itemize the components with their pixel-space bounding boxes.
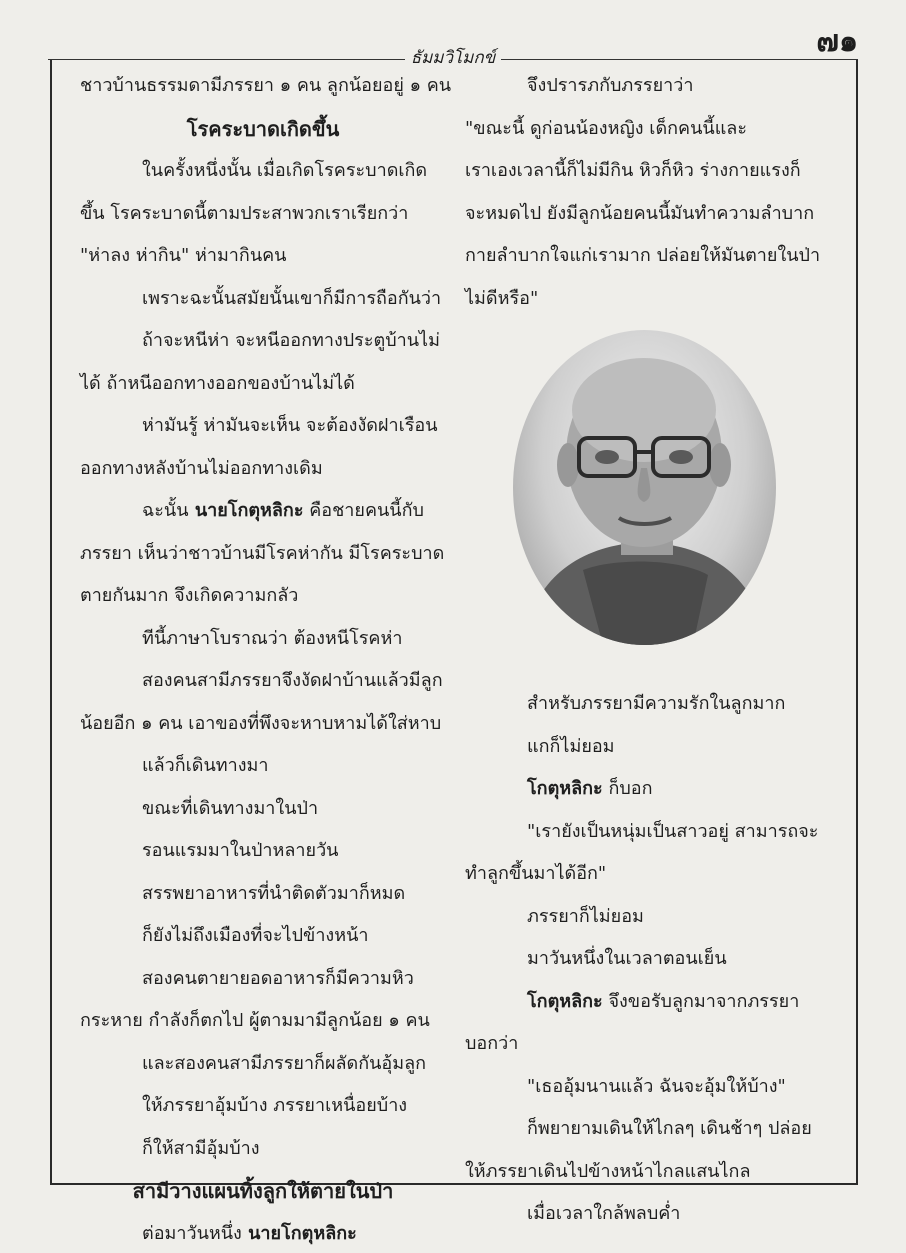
monk-portrait-photo	[513, 330, 776, 645]
text-line	[527, 773, 652, 802]
line-text: บอกว่า	[465, 1033, 519, 1054]
character-name: นายโกตุหลิกะ	[188, 500, 304, 521]
text-line	[465, 283, 538, 312]
line-text: ต่อมาวันหนึ่ง	[142, 1222, 242, 1244]
text-line	[142, 325, 440, 354]
text-line	[80, 70, 451, 99]
line-text: ชาวบ้านธรรมดามีภรรยา ๑ คน ลูกน้อยอยู่ ๑ คน	[80, 75, 452, 96]
text-line	[80, 708, 441, 737]
line-text: น้อยอีก ๑ คน เอาของที่พึงจะหาบหามได้ใส่หาบ	[80, 712, 442, 734]
text-line	[142, 793, 318, 822]
line-text: ไม่ดีหรือ"	[465, 287, 539, 309]
line-text: มาวันหนึ่งในเวลาตอนเย็น	[527, 948, 727, 969]
text-line	[142, 665, 443, 694]
line-text: ให้ภรรยาอุ้มบ้าง ภรรยาเหนื่อยบ้าง	[142, 1095, 408, 1116]
line-text: เพราะฉะนั้นสมัยนั้นเขาก็มีการถือกันว่า	[142, 287, 442, 309]
page-number: ๗๑	[816, 24, 858, 59]
line-text: ได้ ถ้าหนีออกทางออกของบ้านไม่ได้	[80, 372, 355, 394]
text-line	[142, 920, 369, 949]
line-text: "เธออุ้มนานแล้ว ฉันจะอุ้มให้บ้าง"	[527, 1075, 786, 1097]
portrait-illustration	[513, 330, 776, 645]
line-text: แกก็ไม่ยอม	[527, 735, 615, 757]
text-line	[142, 410, 438, 439]
text-line	[80, 240, 286, 269]
text-line	[80, 453, 323, 482]
line-text-rest: ก็บอก	[602, 778, 653, 799]
text-line	[465, 113, 747, 142]
text-line	[142, 495, 424, 524]
character-name: โกตุหลิกะ	[527, 778, 603, 799]
line-text: จะหมดไป ยังมีลูกน้อยคนนี้มันทำความลำบาก	[465, 202, 815, 224]
line-text: สรรพยาอาหารที่นำติดตัวมาก็หมด	[142, 882, 406, 904]
text-line	[465, 1028, 518, 1057]
text-line	[142, 623, 402, 652]
line-text: สองคนตายายอดอาหารก็มีความหิว	[142, 967, 414, 989]
section-heading: โรคระบาดเกิดขึ้น	[186, 116, 340, 141]
text-line	[527, 901, 644, 930]
text-line	[465, 155, 801, 184]
text-line	[142, 1218, 357, 1247]
line-text: ก็ยังไม่ถึงเมืองที่จะไปข้างหน้า	[142, 925, 369, 946]
text-line	[142, 750, 269, 779]
line-text: รอนแรมมาในป่าหลายวัน	[142, 840, 339, 861]
line-text: ให้ภรรยาเดินไปข้างหน้าไกลแสนไกล	[465, 1160, 751, 1182]
character-name: นายโกตุหลิกะ	[241, 1222, 357, 1244]
text-line	[142, 1133, 260, 1162]
line-text-rest: จึงขอรับลูกมาจากภรรยา	[602, 990, 800, 1012]
line-text: สองคนสามีภรรยาจึงงัดฝาบ้านแล้วมีลูก	[142, 670, 443, 691]
text-line	[465, 1156, 750, 1185]
text-line	[527, 1198, 680, 1227]
text-line	[527, 986, 799, 1015]
text-line	[527, 816, 818, 845]
text-line	[527, 1113, 812, 1142]
line-text: จึงปรารภกับภรรยาว่า	[527, 75, 694, 96]
text-line	[80, 580, 298, 609]
text-line	[142, 1090, 407, 1119]
text-line	[80, 113, 446, 145]
line-text: ออกทางหลังบ้านไม่ออกทางเดิม	[80, 457, 323, 479]
line-text: แล้วก็เดินทางมา	[142, 755, 269, 776]
text-line	[80, 538, 444, 567]
line-text: "ห่าลง ห่ากิน" ห่ามากินคน	[80, 245, 287, 266]
line-text-rest: คือชายคนนี้กับ	[303, 500, 424, 521]
text-line	[465, 240, 820, 269]
line-text: "เรายังเป็นหนุ่มเป็นสาวอยู่ สามารถจะ	[527, 820, 819, 842]
text-line	[527, 70, 693, 99]
text-line	[142, 963, 414, 992]
text-line	[142, 283, 441, 312]
line-text: กายลำบากใจแก่เรามาก ปล่อยให้มันตายในป่า	[465, 245, 821, 266]
section-heading: สามีวางแผนทิ้งลูกให้ตายในป่า	[132, 1179, 394, 1203]
text-line	[142, 878, 405, 907]
text-line	[80, 198, 408, 227]
line-text: "ขณะนี้ ดูก่อนน้องหญิง เด็กคนนี้และ	[465, 117, 747, 139]
line-text: ทีนี้ภาษาโบราณว่า ต้องหนีโรคห่า	[142, 627, 403, 649]
line-text: ก็ให้สามีอุ้มบ้าง	[142, 1137, 260, 1159]
line-text: เราเองเวลานี้ก็ไม่มีกิน หิวก็หิว ร่างกายแรงก็	[465, 160, 801, 181]
text-line	[142, 155, 427, 184]
line-text: สำหรับภรรยามีความรักในลูกมาก	[527, 693, 786, 714]
text-line	[142, 835, 338, 864]
line-text: กระหาย กำลังก็ตกไป ผู้ตามมามีลูกน้อย ๑ คน	[80, 1010, 430, 1031]
character-name: โกตุหลิกะ	[527, 990, 603, 1012]
line-text: ตายกันมาก จึงเกิดความกลัว	[80, 585, 299, 606]
text-line	[527, 943, 727, 972]
text-line	[465, 198, 814, 227]
text-line	[527, 688, 785, 717]
text-line	[142, 1048, 426, 1077]
header-title: ธัมมวิโมกข์	[405, 48, 502, 68]
line-text: ฉะนั้น	[142, 500, 189, 521]
line-text: ถ้าจะหนีห่า จะหนีออกทางประตูบ้านไม่	[142, 330, 440, 351]
line-text: ทำลูกขึ้นมาได้อีก"	[465, 863, 607, 884]
line-text: ขึ้น โรคระบาดนี้ตามประสาพวกเราเรียกว่า	[80, 202, 409, 224]
line-text: และสองคนสามีภรรยาก็ผลัดกันอุ้มลูก	[142, 1052, 427, 1074]
text-line	[527, 731, 615, 760]
line-text: ในครั้งหนึ่งนั้น เมื่อเกิดโรคระบาดเกิด	[142, 160, 428, 181]
text-line	[527, 1071, 786, 1100]
text-line	[80, 1175, 446, 1207]
line-text: เมื่อเวลาใกล้พลบค่ำ	[527, 1203, 681, 1224]
text-line	[465, 858, 606, 887]
line-text: ห่ามันรู้ ห่ามันจะเห็น จะต้องงัดฝาเรือน	[142, 415, 438, 436]
text-line	[80, 368, 355, 397]
line-text: ขณะที่เดินทางมาในป่า	[142, 797, 319, 819]
text-line	[80, 1005, 430, 1034]
line-text: ก็พยายามเดินให้ไกลๆ เดินช้าๆ ปล่อย	[527, 1118, 812, 1139]
line-text: ภรรยา เห็นว่าชาวบ้านมีโรคห่ากัน มีโรคระบาด	[80, 542, 445, 564]
line-text: ภรรยาก็ไม่ยอม	[527, 905, 644, 927]
